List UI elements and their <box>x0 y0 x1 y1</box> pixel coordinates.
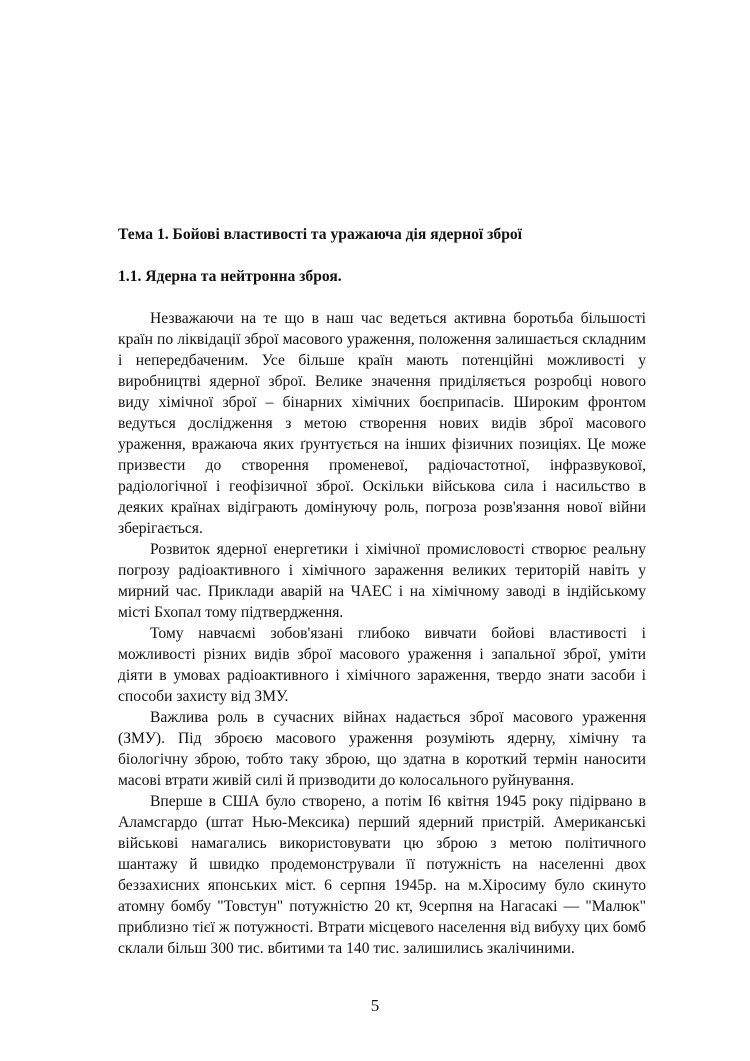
section-heading: 1.1. Ядерна та нейтронна зброя. <box>118 268 342 285</box>
body-paragraph: Вперше в США було створено, а потім І6 квітня 1945 року підірвано в Аламсгардо (штат Нью-Мексика) перший ядерний пристрій. Американські військові намагались використовувати цю зброю з метою політичного шантажу й швидко продемонстрували її потужність на населенні двох беззахисних японських міст. 6 серпня 1945р. на м.Хіросиму було скинуто атомну бомбу "Товстун" потужністю 20 кт, 9серпня на Нагасакі — "Малюк" приблизно тієї ж потужності. Втрати місцевого населення від вибуху цих бомб склали більш 300 тис. вбитими та 140 тис. залишились зкалічиними. <box>118 793 646 957</box>
page-number: 5 <box>370 996 380 1015</box>
body-paragraph: Тому навчаємі зобов'язані глибоко вивчати бойові властивості і можливості різних видів зброї масового ураження і запальної зброї, уміти діяти в умовах радіоактивного і хімічного зараження, твердо знати засоби і способи захисту від ЗМУ. <box>118 625 646 705</box>
body-paragraph: Розвиток ядерної енергетики і хімічної промисловості створює реальну погрозу радіоактивного і хімічного зараження великих територій навіть у мирний час. Приклади аварій на ЧАЕС і на хімічному заводі в індійському місті Бхопал тому підтвердження. <box>118 541 646 621</box>
body-paragraph: Незважаючи на те що в наш час ведеться активна боротьба більшості країн по ліквідації зброї масового ураження, положення залишається складним і непередбаченим. Усе більше країн мають потенційні можливості у виробництві ядерної зброї. Велике значення приділяється розробці нового виду хімічної зброї – бінарних хімічних боєприпасів. Широким фронтом ведуться дослідження з метою створення нових видів зброї масового ураження, вражаюча яких ґрунтується на інших фізичних позиціях. Це може призвести до створення променевої, радіочастотної, інфразвукової, радіологічної і геофізичної зброї. Оскільки військова сила і насильство в деяких країнах відіграють домінуючу роль, погроза розв'язання нової війни зберігається. <box>118 310 646 537</box>
body-paragraph: Важлива роль в сучасних війнах надається зброї масового ураження (ЗМУ). Під зброєю масового ураження розуміють ядерну, хімічну та біологічну зброю, тобто таку зброю, що здатна в короткий термін наносити масові втрати живій силі й призводити до колосального руйнування. <box>118 709 646 789</box>
page-content <box>118 224 646 959</box>
topic-heading: Тема 1. Бойові властивості та уражаюча дія ядерної зброї <box>118 226 523 243</box>
